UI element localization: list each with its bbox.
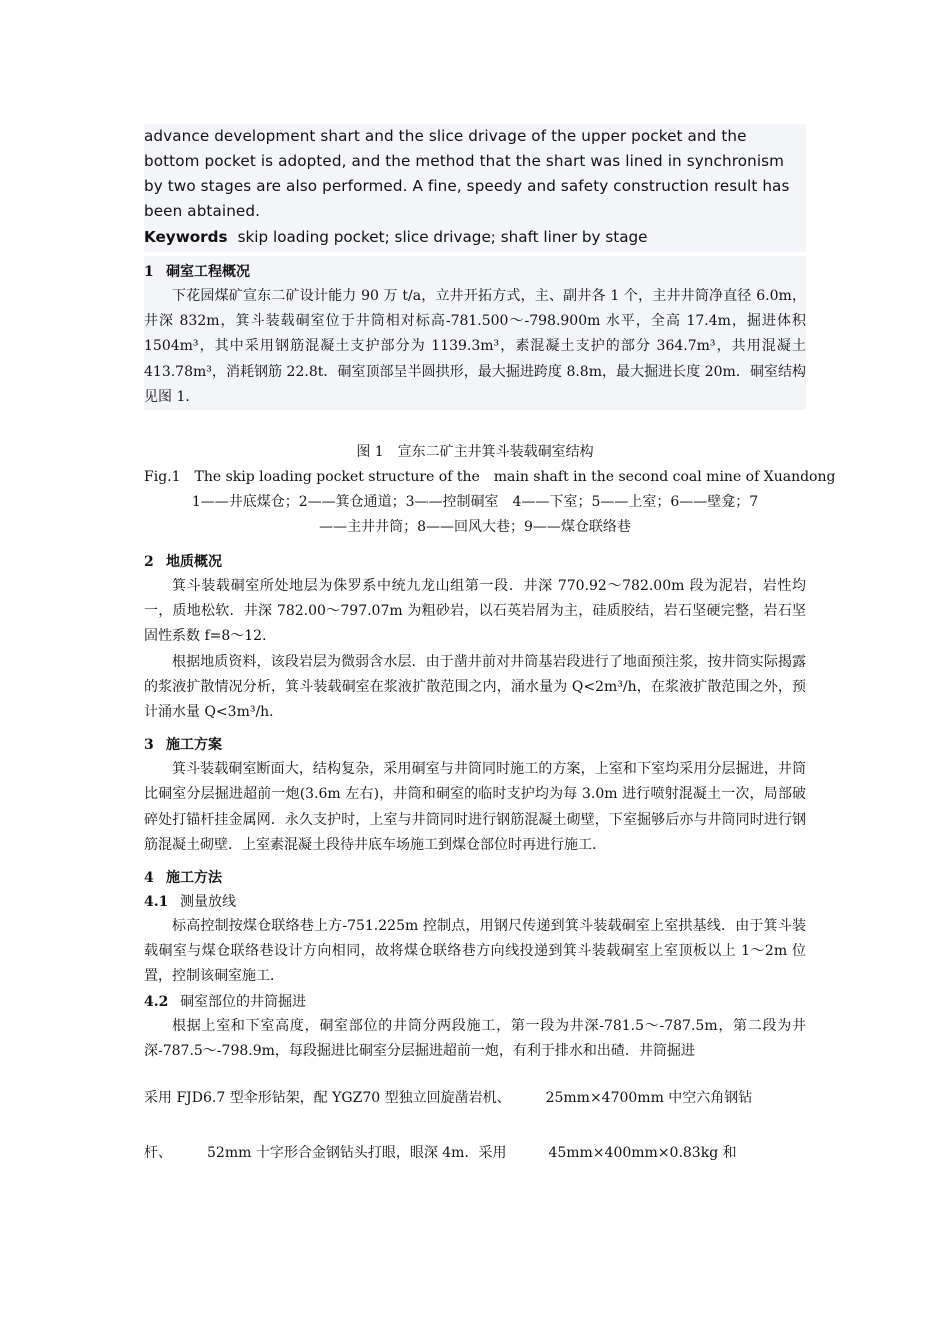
keywords-text: skip loading pocket; slice drivage; shaft liner by stage	[237, 228, 648, 246]
section-number: 1	[144, 264, 154, 280]
section-heading	[144, 733, 806, 757]
figure-legend-line: ——主井井筒；8——回风大巷；9——煤仓联络巷	[319, 519, 631, 536]
section-heading	[144, 256, 806, 284]
subsection-title: 硐室部位的井筒掘进	[180, 993, 306, 1010]
paragraph: 标高控制按煤仓联络巷上方-751.225m 控制点，用钢尺传递到箕斗装载硐室上室拱基线．由于箕斗装载硐室与煤仓联络巷设计方向相同，故将煤仓联络巷方向线投递到箕斗装载硐室上室顶板以上 1～2m 位置，控制该硐室施工．	[144, 918, 806, 985]
paragraph: 根据上室和下室高度，硐室部位的井筒分两段施工，第一段为井深-781.5～-787.5m，第二段为井深-787.5～-798.9m，每段掘进比硐室分层掘进超前一炮，有利于排水和出碴．井筒掘进	[144, 1017, 806, 1059]
keywords-label: Keywords	[144, 228, 228, 246]
figure-caption-block	[144, 440, 836, 540]
section-title: 施工方案	[166, 737, 222, 754]
section-title: 施工方法	[166, 870, 222, 887]
section-heading	[144, 550, 806, 574]
section-1	[144, 256, 806, 410]
paragraph: 下花园煤矿宣东二矿设计能力 90 万 t/a，立井开拓方式，主、副井各 1 个，主井井筒净直径 6.0m， 井深 832m，箕斗装载硐室位于井筒相对标高-781.500～-798.900m 水平，全高 17.4m，掘进体积 1504m³，其中采用钢筋混凝土支护部分为 1139.3m³，素混凝土支护的部分 364.7m³，共用混凝土 413.78m³，消耗钢筋 22.8t．硐室顶部呈半圆拱形，最大掘进跨度 8.8m，最大掘进长度 20m．硐室结构见图 1．	[144, 288, 806, 405]
section-heading	[144, 866, 806, 890]
subsection-number: 4.1	[144, 894, 169, 911]
section-title: 地质概况	[166, 554, 222, 571]
text-line: 杆、 52mm 十字形合金钢钻头打眼，眼深 4m．采用 45mm×400mm×0.83kg 和	[144, 1145, 737, 1162]
section-number: 4	[144, 870, 154, 887]
figure-legend-line: 1——井底煤仓；2——箕仓通道；3——控制硐室 4——下室；5——上室；6——壁龛；7	[191, 494, 759, 511]
abstract-block	[144, 124, 806, 252]
section-title: 硐室工程概况	[166, 264, 250, 280]
paragraph: 根据地质资料，该段岩层为微弱含水层．由于凿井前对井筒基岩段进行了地面预注浆，按井筒实际揭露的浆液扩散情况分析，箕斗装载硐室在浆液扩散范围之内，涌水量为 Q<2m³/h，在浆液扩散范围之外，预计涌水量 Q<3m³/h．	[144, 653, 806, 721]
paragraph: 箕斗装载硐室断面大，结构复杂，采用硐室与井筒同时施工的方案，上室和下室均采用分层掘进，井筒比硐室分层掘进超前一炮(3.6m 左右)，井筒和硐室的临时支护均为每 3.0m 进行喷射混凝土一次，局部破碎处打锚杆挂金属网．永久支护时，上室与井筒同时进行钢筋混凝土砌壁，下室掘够后亦与井筒同时进行钢筋混凝土砌壁．上室素混凝土段待井底车场施工到煤仓部位时再进行施工．	[144, 761, 806, 853]
figure-caption-cn: 图 1 宣东二矿主井箕斗装载硐室结构	[356, 444, 594, 461]
section-3	[144, 733, 806, 858]
text-line: 采用 FJD6.7 型伞形钻架，配 YGZ70 型独立回旋凿岩机、 25mm×4700mm 中空六角钢钻	[144, 1090, 753, 1107]
subsection-heading	[144, 890, 806, 914]
subsection-title: 测量放线	[180, 894, 236, 911]
abstract-text: advance development shart and the slice drivage of the upper pocket and the bottom pocket is adopted, and the method that the shart was lined in synchronism by two stages are also performed. A fine, speedy and safety construction result has been abtained.	[144, 127, 790, 220]
figure-caption-en: Fig.1 The skip loading pocket structure of the main shaft in the second coal mine of Xuandong	[144, 469, 836, 486]
keywords-line	[144, 224, 806, 250]
section-4	[144, 866, 806, 1166]
document-page	[144, 124, 836, 1166]
subsection-heading	[144, 990, 806, 1014]
section-number: 2	[144, 554, 154, 571]
paragraph: 箕斗装载硐室所处地层为侏罗系中统九龙山组第一段．井深 770.92～782.00m 段为泥岩，岩性均一，质地松软．井深 782.00～797.07m 为粗砂岩，以石英岩屑为主，硅质胶结，岩石坚硬完整，岩石坚固性系数 f=8～12．	[144, 578, 806, 645]
subsection-number: 4.2	[144, 993, 169, 1010]
section-2	[144, 550, 806, 725]
section-number: 3	[144, 737, 154, 754]
